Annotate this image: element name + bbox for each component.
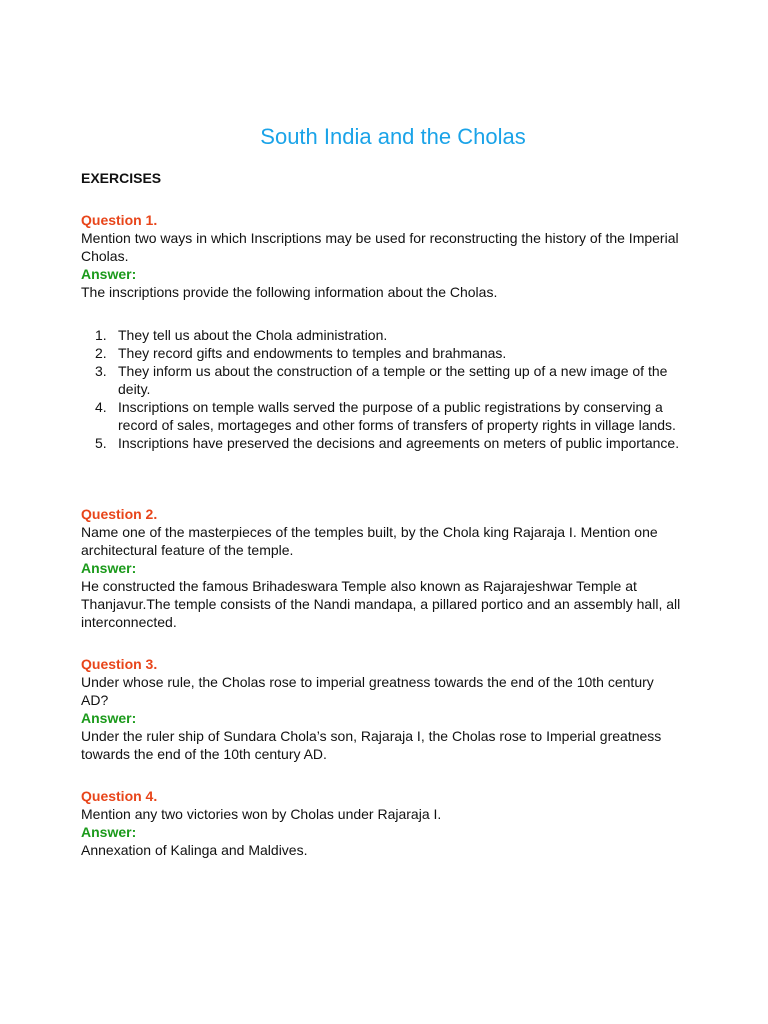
answer-2-text: He constructed the famous Brihadeswara Temple also known as Rajarajeshwar Temple at Thanjavur.The temple consists of the Nandi mandapa, a pillared portico and an assembly hall, all interconnected. xyxy=(81,578,681,630)
question-2-text: Name one of the masterpieces of the temples built, by the Chola king Rajaraja I. Mention one architectural feature of the temple. xyxy=(81,524,658,558)
list-item-number: 1. xyxy=(95,327,107,343)
section-heading: EXERCISES xyxy=(81,170,162,186)
question-2-block xyxy=(81,505,681,631)
answer-2-label: Answer: xyxy=(81,560,137,576)
answer-4-text: Annexation of Kalinga and Maldives. xyxy=(81,842,308,858)
list-item-text: Inscriptions have preserved the decisions and agreements on meters of public importance. xyxy=(118,435,680,451)
list-item-number: 4. xyxy=(95,399,107,415)
question-1-text: Mention two ways in which Inscriptions may be used for reconstructing the history of the Imperial Cholas. xyxy=(81,230,679,264)
list-item xyxy=(81,434,681,452)
list-item-text: They record gifts and endowments to temples and brahmanas. xyxy=(118,345,507,361)
list-item-text: They tell us about the Chola administration. xyxy=(118,327,388,343)
answer-1-label: Answer: xyxy=(81,266,137,282)
list-item-number: 2. xyxy=(95,345,107,361)
question-3-label: Question 3. xyxy=(81,656,158,672)
answer-3-text: Under the ruler ship of Sundara Chola’s son, Rajaraja I, the Cholas rose to Imperial greatness towards the end of the 10th century AD. xyxy=(81,728,662,762)
answer-1-intro: The inscriptions provide the following information about the Cholas. xyxy=(81,284,498,300)
question-3-block xyxy=(81,655,681,763)
page-title: South India and the Cholas xyxy=(260,124,526,149)
answer-1-list xyxy=(81,326,681,452)
answer-3-label: Answer: xyxy=(81,710,137,726)
answer-1-list-block xyxy=(81,326,681,452)
question-3-text: Under whose rule, the Cholas rose to imperial greatness towards the end of the 10th century AD? xyxy=(81,674,654,708)
answer-4-label: Answer: xyxy=(81,824,137,840)
list-item xyxy=(81,362,681,398)
list-item xyxy=(81,326,681,344)
question-2-label: Question 2. xyxy=(81,506,158,522)
list-item-number: 3. xyxy=(95,363,107,379)
question-4-text: Mention any two victories won by Cholas under Rajaraja I. xyxy=(81,806,442,822)
question-1-label: Question 1. xyxy=(81,212,158,228)
list-item-text: Inscriptions on temple walls served the purpose of a public registrations by conserving a record of sales, mortageges and other forms of transfers of property rights in village lands. xyxy=(118,399,676,433)
list-item xyxy=(81,344,681,362)
list-item-text: They inform us about the construction of a temple or the setting up of a new image of the deity. xyxy=(118,363,668,397)
list-item xyxy=(81,398,681,434)
list-item-number: 5. xyxy=(95,435,107,451)
question-4-block xyxy=(81,787,681,859)
question-1-block xyxy=(81,211,681,301)
question-4-label: Question 4. xyxy=(81,788,158,804)
